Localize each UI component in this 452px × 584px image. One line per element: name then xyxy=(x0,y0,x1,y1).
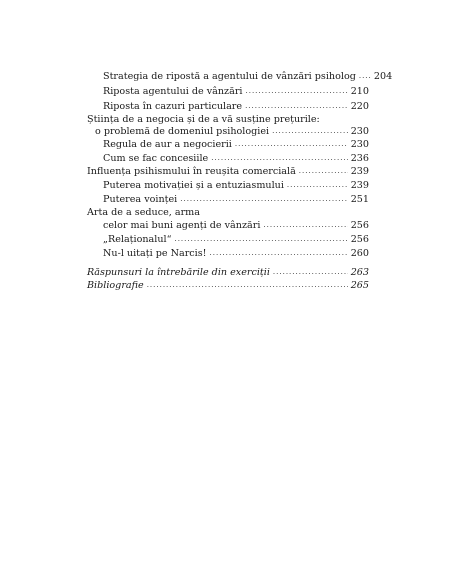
toc-entry-page: 251 xyxy=(350,194,369,205)
toc-entry-page: 265 xyxy=(350,280,369,291)
toc-entry xyxy=(103,219,369,232)
toc-entry-title: „Relaționalul“ xyxy=(103,234,172,245)
toc-entry-page: 263 xyxy=(350,267,369,278)
toc-leader-dots xyxy=(235,138,348,151)
toc-leader-dots xyxy=(210,247,348,260)
toc-entry-title: Influența psihismului în reușita comercială xyxy=(87,166,296,177)
toc-leader-dots xyxy=(180,193,347,206)
toc-entry xyxy=(95,125,369,138)
toc-entry xyxy=(103,179,369,192)
toc-entry-title: o problemă de domeniul psihologiei xyxy=(95,126,270,137)
toc-entry-page: 210 xyxy=(350,86,369,97)
toc-leader-dots xyxy=(174,233,347,246)
toc-entry-page: 204 xyxy=(373,71,393,82)
toc-entry-title: Arta de a seduce, arma xyxy=(87,207,200,218)
toc-entry-title: Știința de a negocia și de a vă susține prețurile: xyxy=(87,114,320,125)
toc-leader-dots xyxy=(263,219,347,232)
toc-entry xyxy=(103,138,369,151)
toc-entry xyxy=(103,247,369,260)
toc-entry-title: Puterea motivației și a entuziasmului xyxy=(103,180,284,191)
toc-entry-title: Strategia de ripostă a agentului de vânzări psiholog xyxy=(103,71,356,82)
toc-entry xyxy=(87,266,369,279)
toc-entry-page: 256 xyxy=(350,220,369,231)
toc-entry xyxy=(103,152,369,165)
toc-leader-dots xyxy=(245,100,348,113)
toc-entry-page: 239 xyxy=(350,166,369,177)
toc-entry-title: Riposta în cazuri particulare xyxy=(103,101,243,112)
toc-entry-page: 236 xyxy=(350,153,369,164)
toc-entry-title: Cum se fac concesiile xyxy=(103,153,209,164)
toc-entry-page: 239 xyxy=(350,180,369,191)
toc-entry xyxy=(103,85,369,98)
toc-entry-title: Regula de aur a negocierii xyxy=(103,139,232,150)
toc-entry xyxy=(103,100,369,113)
toc-entry xyxy=(103,70,393,83)
toc-entry-title: Puterea voinței xyxy=(103,194,178,205)
toc-entry-page: 220 xyxy=(350,101,369,112)
toc-leader-dots xyxy=(272,125,348,138)
toc-leader-dots xyxy=(273,266,348,279)
toc-entry xyxy=(103,193,369,206)
toc-leader-dots xyxy=(211,152,347,165)
toc-leader-dots xyxy=(359,70,371,83)
toc-leader-dots xyxy=(147,279,348,292)
toc-entry-title: Bibliografie xyxy=(87,280,144,291)
toc-entry-page: 260 xyxy=(350,248,369,259)
toc-entry xyxy=(87,165,369,178)
toc-entry xyxy=(103,233,369,246)
toc-entry xyxy=(87,279,369,292)
toc-entry-page: 230 xyxy=(350,126,369,137)
toc-entry-title: Răspunsuri la întrebările din exerciții xyxy=(87,267,270,278)
toc-entry-page: 256 xyxy=(350,234,369,245)
toc-leader-dots xyxy=(246,85,348,98)
toc-entry-title: Riposta agentului de vânzări xyxy=(103,86,243,97)
toc-entry xyxy=(87,206,369,219)
toc-entry-page: 230 xyxy=(350,139,369,150)
toc-leader-dots xyxy=(299,165,348,178)
toc-entry-title: celor mai buni agenți de vânzări xyxy=(103,220,261,231)
toc-entry-title: Nu-l uitați pe Narcis! xyxy=(103,248,207,259)
toc-leader-dots xyxy=(287,179,348,192)
